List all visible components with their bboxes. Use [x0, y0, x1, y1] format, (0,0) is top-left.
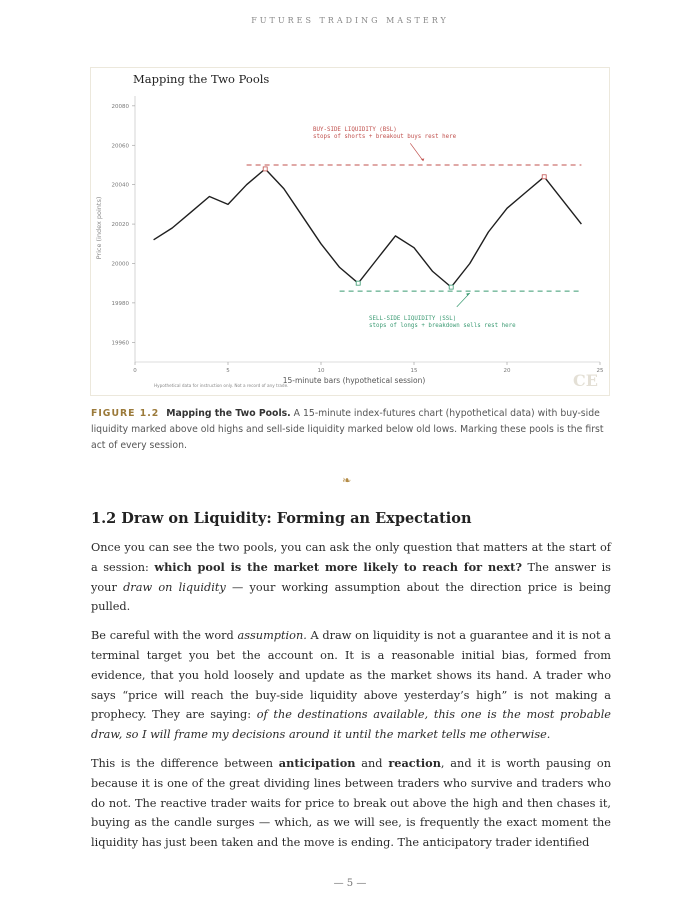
bsl-annotation-desc: stops of shorts + breakout buys rest here — [313, 134, 457, 140]
p3-text: , and it is worth pausing on because it is one of the great dividing lines between traders who survive and traders who do not. The reactive trader waits for price to break out above the high and then chases it, buying as the candle surges — which, as we will see, is frequently the exact moment the liquidity has just been taken and the move is ending. The anticipatory trader identified — [91, 756, 611, 850]
y-tick-label: 20000 — [111, 261, 129, 268]
x-tick-label: 5 — [226, 368, 230, 374]
y-tick-label: 20020 — [111, 222, 129, 229]
section-heading: 1.2 Draw on Liquidity: Forming an Expectation — [91, 510, 472, 527]
p2-italic: of the destinations available, this one is the most probable draw, so I will frame my decisions around it until the market tells me otherwise. — [91, 708, 611, 742]
p2-text: Be careful with the word — [91, 629, 238, 643]
y-tick-label: 19960 — [111, 340, 129, 347]
y-axis-label: Price (index points) — [95, 196, 103, 260]
p3-text: This is the difference between — [91, 756, 279, 770]
chart-title: Mapping the Two Pools — [133, 72, 270, 86]
page-number: — 5 — — [333, 878, 367, 889]
p3-bold: anticipation — [278, 755, 356, 770]
paragraph-3 — [91, 754, 611, 853]
paragraph-2 — [91, 626, 611, 745]
swing-low-marker — [356, 281, 360, 285]
bsl-arrow — [410, 143, 423, 161]
running-head: FUTURES TRADING MASTERY — [251, 16, 449, 25]
bsl-annotation-title: BUY-SIDE LIQUIDITY (BSL) — [313, 127, 397, 133]
x-tick-label: 25 — [596, 368, 604, 374]
watermark-logo: CE — [573, 371, 598, 390]
p2-italic: assumption. — [237, 629, 307, 643]
figure-label: FIGURE 1.2 — [91, 408, 160, 419]
p1-italic: draw on liquidity — [123, 580, 226, 594]
x-tick-label: 15 — [410, 368, 418, 374]
swing-high-marker — [542, 175, 546, 179]
x-tick-label: 0 — [133, 368, 137, 374]
p1-bold: which pool is the market more likely to reach for next? — [154, 559, 522, 574]
fleuron-ornament: ❧ — [342, 474, 352, 487]
ssl-annotation-desc: stops of longs + breakdown sells rest here — [369, 323, 516, 329]
hypothetical-footnote: Hypothetical data for instruction only. Not a record of any trade. — [154, 383, 289, 388]
p1-text: — your working assumption about the direction price is being pulled. — [91, 580, 611, 614]
x-tick-label: 20 — [503, 368, 511, 374]
x-tick-label: 10 — [317, 368, 325, 374]
ssl-annotation-title: SELL-SIDE LIQUIDITY (SSL) — [369, 316, 457, 322]
swing-high-marker — [263, 167, 267, 171]
ssl-arrowhead — [466, 293, 470, 296]
p1-text: The answer is your — [91, 560, 611, 594]
paragraph-1 — [91, 538, 611, 617]
y-tick-label: 20060 — [111, 143, 129, 150]
figure-panel — [90, 67, 610, 396]
x-axis-label: 15-minute bars (hypothetical session) — [282, 376, 426, 385]
p1-text: Once you can see the two pools, you can ask the only question that matters at the start of a session: — [91, 541, 611, 574]
y-tick-label: 20040 — [111, 182, 129, 189]
price-chart — [91, 68, 611, 397]
p2-text: A draw on liquidity is not a guarantee and it is not a terminal target you bet the account on. It is a reasonable initial bias, formed from evidence, that you hold loosely and update as the market shows its hand. A trader who says “price will reach the buy-side liquidity above yesterday’s high” is not making a prophecy. They are saying: — [91, 629, 611, 722]
body-text — [91, 538, 611, 862]
y-tick-label: 20080 — [111, 103, 129, 110]
y-tick-label: 19980 — [111, 300, 129, 307]
p3-text: and — [355, 756, 389, 770]
figure-caption-text: A 15-minute index-futures chart (hypothetical data) with buy-side liquidity marked above old highs and sell-side liquidity marked below old lows. Marking these pools is the first act of every session. — [91, 408, 604, 451]
price-series-line — [154, 169, 582, 287]
figure-caption — [91, 406, 611, 454]
figure-title: Mapping the Two Pools. — [166, 408, 291, 419]
p3-bold: reaction — [388, 755, 441, 770]
swing-low-marker — [449, 285, 453, 289]
